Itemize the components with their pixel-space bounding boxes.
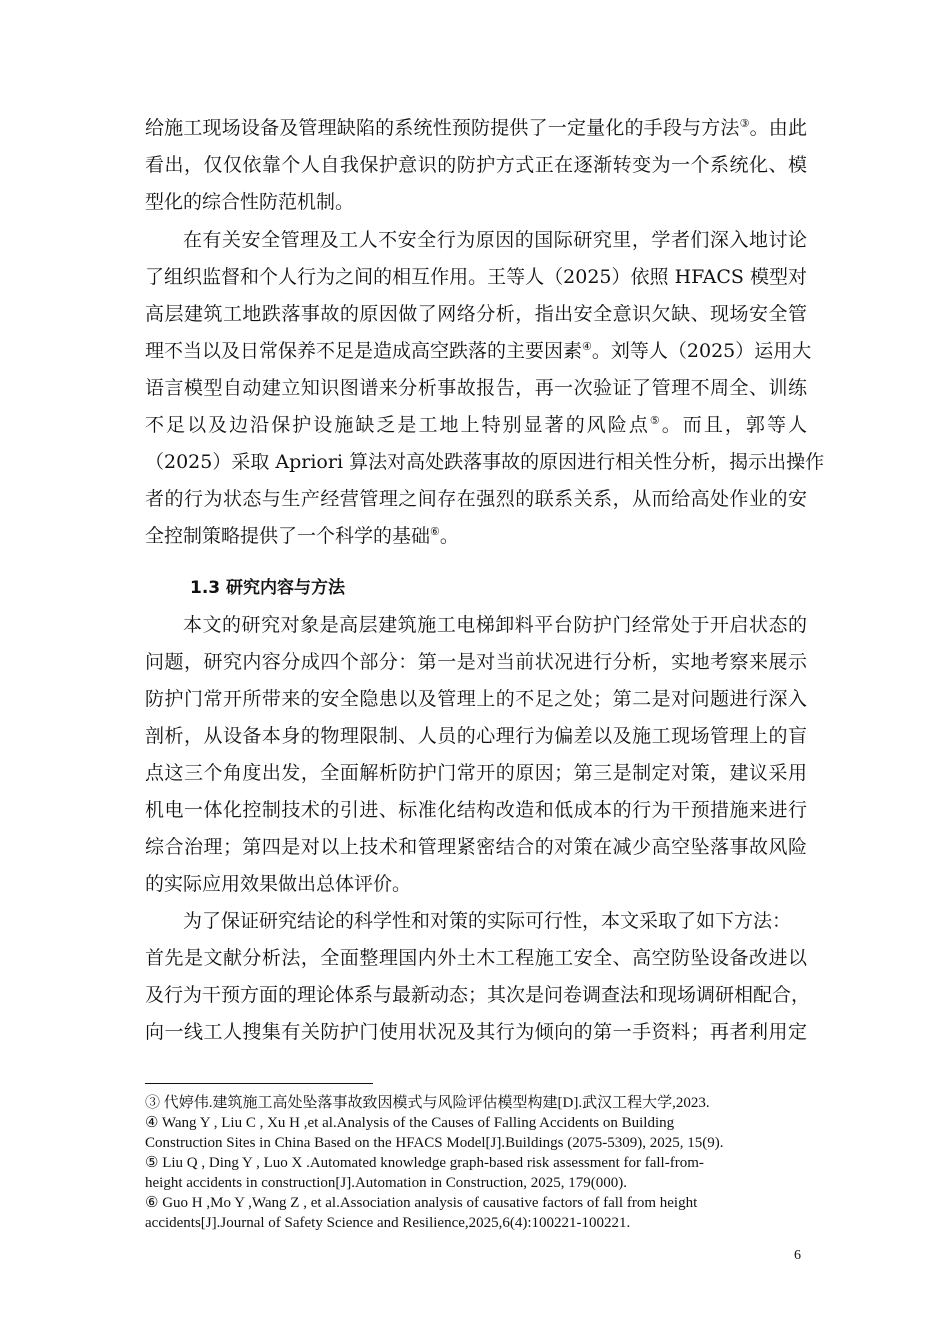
page-number: 6 [794,1248,801,1263]
footnote-5: ⑤ Liu Q , Ding Y , Luo X .Automated knowledge graph-based risk assessment for fall-from- [145,1155,704,1171]
body-line: 者的行为状态与生产经营管理之间存在强烈的联系关系，从而给高处作业的安 [145,488,807,510]
body-line: 给施工现场设备及管理缺陷的系统性预防提供了一定量化的手段与方法③。由此 [145,117,807,139]
body-line: 综合治理；第四是对以上技术和管理紧密结合的对策在减少高空坠落事故风险 [145,836,807,858]
footnote-3: ③ 代婷伟.建筑施工高处坠落事故致因模式与风险评估模型构建[D].武汉工程大学,2023. [145,1095,710,1111]
footnote-5-cont: height accidents in construction[J].Automation in Construction, 2025, 179(000). [145,1175,628,1191]
body-line: 不足以及边沿保护设施缺乏是工地上特别显著的风险点⑤。而且，郭等人 [145,414,807,436]
body-line: 为了保证研究结论的科学性和对策的实际可行性，本文采取了如下方法： [183,910,792,932]
footnote-ref-5: ⑤ [649,414,662,427]
footnote-6-cont: accidents[J].Journal of Safety Science and Resilience,2025,6(4):100221-100221. [145,1215,631,1231]
section-heading: 1.3 研究内容与方法 [190,578,346,598]
body-line: 型化的综合性防范机制。 [145,191,355,213]
body-line: 机电一体化控制技术的引进、标准化结构改造和低成本的行为干预措施来进行 [145,799,807,821]
body-line: 的实际应用效果做出总体评价。 [145,873,412,895]
body-line: 了组织监督和个人行为之间的相互作用。王等人（2025）依照 HFACS 模型对 [145,266,807,288]
footnote-ref-3: ③ [739,117,750,130]
body-line: 问题，研究内容分成四个部分：第一是对当前状况进行分析，实地考察来展示 [145,651,807,673]
footnote-ref-6: ⑥ [430,525,440,538]
body-line: 看出，仅仅依靠个人自我保护意识的防护方式正在逐渐转变为一个系统化、模 [145,154,807,176]
body-line: 本文的研究对象是高层建筑施工电梯卸料平台防护门经常处于开启状态的 [183,614,807,636]
body-line: 全控制策略提供了一个科学的基础⑥。 [145,525,459,547]
body-line: 防护门常开所带来的安全隐患以及管理上的不足之处；第二是对问题进行深入 [145,688,807,710]
body-line: 点这三个角度出发，全面解析防护门常开的原因；第三是制定对策，建议采用 [145,762,807,784]
footnote-4: ④ Wang Y , Liu C , Xu H ,et al.Analysis of the Causes of Falling Accidents on Building [145,1115,675,1131]
body-line: 首先是文献分析法，全面整理国内外土木工程施工安全、高空防坠设备改进以 [145,947,807,969]
footnote-6: ⑥ Guo H ,Mo Y ,Wang Z , et al.Association analysis of causative factors of fall from height [145,1195,698,1211]
body-line: 高层建筑工地跌落事故的原因做了网络分析，指出安全意识欠缺、现场安全管 [145,303,807,325]
body-line: 向一线工人搜集有关防护门使用状况及其行为倾向的第一手资料；再者利用定 [145,1021,807,1043]
body-line: 剖析，从设备本身的物理限制、人员的心理行为偏差以及施工现场管理上的盲 [145,725,807,747]
body-line: 语言模型自动建立知识图谱来分析事故报告，再一次验证了管理不周全、训练 [145,377,807,399]
body-line: （2025）采取 Apriori 算法对高处跌落事故的原因进行相关性分析，揭示出操作 [145,451,825,473]
footnote-ref-4: ④ [582,340,592,353]
footnote-4-cont: Construction Sites in China Based on the HFACS Model[J].Buildings (2075-5309), 2025, 15(9). [145,1135,724,1151]
body-line: 在有关安全管理及工人不安全行为原因的国际研究里，学者们深入地讨论 [183,229,807,251]
body-line: 理不当以及日常保养不足是造成高空跌落的主要因素④。刘等人（2025）运用大 [145,340,812,362]
body-line: 及行为干预方面的理论体系与最新动态；其次是问卷调查法和现场调研相配合， [145,984,811,1006]
footnote-separator [145,1083,373,1084]
